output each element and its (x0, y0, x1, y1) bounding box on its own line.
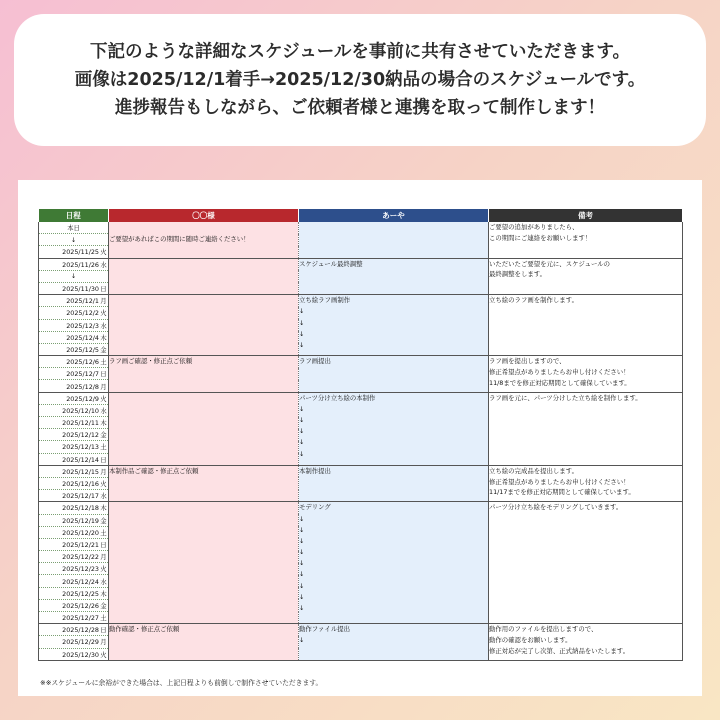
date-cell (39, 307, 109, 319)
client-cell (109, 295, 299, 356)
date-text: 2025/12/26 (62, 601, 99, 610)
client-task: ご要望があればこの期間に随時ご連絡ください！ (109, 235, 250, 244)
intro-line-1: 下記のような詳細なスケジュールを事前に共有させていただきます。 (89, 42, 631, 62)
date-text: 2025/12/2 (66, 309, 99, 318)
table-row (39, 258, 683, 270)
date-cell (39, 404, 109, 416)
date-cell (39, 624, 109, 636)
weekday-text: 土 (100, 528, 107, 537)
continue-arrow: ↓ (299, 536, 305, 545)
continue-arrow: ↓ (299, 416, 305, 424)
date-cell (39, 490, 109, 502)
footnote: ※※スケジュールに余裕ができた場合は、上記日程よりも前倒しで制作させていただきます。 (40, 679, 323, 687)
date-cell (39, 563, 109, 575)
continue-arrow: ↓ (299, 318, 305, 327)
date-text: 2025/12/25 (62, 589, 99, 598)
weekday-text: 火 (100, 248, 107, 257)
weekday-text: 月 (100, 297, 107, 306)
date-text: 2025/12/21 (62, 540, 99, 549)
date-text: 2025/12/22 (62, 553, 99, 562)
date-cell (39, 502, 109, 514)
client-cell (109, 258, 299, 295)
weekday-text: 日 (100, 540, 107, 549)
date-text: 2025/12/13 (62, 443, 99, 452)
note-line: 動作の確認をお願いします。 (489, 635, 572, 644)
weekday-text: 金 (100, 516, 107, 525)
weekday-text: 土 (100, 443, 107, 452)
client-task: ラフ画ご確認・修正点ご依頼 (109, 357, 193, 366)
date-cell (39, 465, 109, 477)
weekday-text: 水 (100, 321, 107, 330)
notes-cell (489, 624, 683, 661)
continue-arrow: ↓ (299, 570, 305, 579)
weekday-text: 水 (100, 406, 107, 415)
weekday-text: 月 (100, 467, 107, 476)
weekday-text: 木 (100, 504, 107, 513)
note-line: 修正対応が完了し次第、正式納品をいたします。 (489, 646, 630, 655)
notes-cell (489, 222, 683, 258)
continue-arrow: ↓ (299, 636, 305, 645)
note-line: 修正希望点がありましたらお申し付けください！ (489, 367, 630, 376)
weekday-text: 木 (100, 589, 107, 598)
notes-cell (489, 502, 683, 624)
weekday-text: 月 (100, 382, 107, 391)
date-text: 2025/12/8 (66, 382, 99, 391)
date-cell (39, 612, 109, 624)
date-text: 2025/12/5 (66, 345, 99, 354)
date-cell (39, 575, 109, 587)
date-cell (39, 258, 109, 270)
column-header-client: 〇〇様 (109, 209, 299, 222)
table-row (39, 295, 683, 307)
date-text: 2025/12/11 (62, 419, 99, 428)
artist-task: モデリング (299, 503, 331, 512)
date-cell (39, 514, 109, 526)
date-cell (39, 343, 109, 355)
date-text: 2025/12/15 (62, 467, 99, 476)
date-cell (39, 648, 109, 660)
weekday-text: 土 (100, 358, 107, 367)
date-text: 2025/12/16 (62, 480, 99, 489)
weekday-text: 日 (100, 370, 107, 379)
date-text: 2025/12/12 (62, 431, 99, 440)
continue-arrow: ↓ (299, 438, 305, 447)
weekday-text: 日 (100, 626, 107, 635)
column-header-date: 日程 (39, 209, 109, 222)
continue-arrow: ↓ (299, 307, 305, 316)
intro-line-2: 画像は2025/12/1着手→2025/12/30納品の場合のスケジュールです。 (74, 70, 646, 90)
continue-arrow: ↓ (299, 340, 305, 349)
date-text: 2025/12/17 (62, 492, 99, 501)
continue-arrow: ↓ (299, 404, 305, 413)
date-text: 2025/12/18 (62, 504, 99, 513)
date-cell (39, 429, 109, 441)
date-text: 2025/12/28 (62, 626, 99, 635)
weekday-text: 火 (100, 565, 107, 574)
weekday-text: 木 (100, 333, 107, 342)
weekday-text: 火 (100, 480, 107, 489)
date-cell (39, 356, 109, 368)
date-text: 2025/12/1 (66, 297, 99, 306)
artist-cell (299, 502, 489, 624)
artist-cell (299, 465, 489, 502)
date-cell (39, 526, 109, 538)
artist-task: 本制作提出 (299, 466, 331, 475)
date-cell (39, 441, 109, 453)
date-cell (39, 331, 109, 343)
notes-cell (489, 392, 683, 465)
weekday-text: 水 (100, 260, 107, 269)
date-text: 2025/12/30 (62, 650, 99, 659)
date-cell (39, 282, 109, 294)
weekday-text: 火 (100, 309, 107, 318)
client-task: 動作確認・修正点ご依頼 (109, 625, 180, 634)
date-cell (39, 295, 109, 307)
artist-task: ラフ画提出 (299, 357, 331, 366)
date-cell (39, 380, 109, 392)
date-text: 2025/11/26 (62, 260, 99, 269)
date-text: 2025/11/30 (62, 285, 99, 294)
client-cell (109, 392, 299, 465)
date-text: ↓ (70, 235, 77, 244)
client-cell (109, 222, 299, 258)
date-text: 2025/12/27 (62, 614, 99, 623)
note-line: 11/8までを修正対応期間として確保しています。 (489, 378, 631, 387)
date-cell (39, 477, 109, 489)
artist-cell (299, 295, 489, 356)
date-cell (39, 234, 109, 246)
continue-arrow: ↓ (299, 604, 305, 612)
weekday-text: 木 (100, 419, 107, 428)
client-cell (109, 624, 299, 661)
column-header-artist: あーや (299, 209, 489, 222)
note-line: いただいたご要望を元に、スケジュールの (489, 259, 611, 268)
date-text: 2025/11/25 (62, 248, 99, 257)
continue-arrow: ↓ (299, 525, 305, 534)
weekday-text: 水 (100, 577, 107, 586)
artist-cell (299, 624, 489, 661)
note-line: パーツ分け立ち絵をモデリングしていきます。 (489, 503, 623, 512)
continue-arrow: ↓ (299, 449, 305, 458)
intro-card (14, 14, 706, 146)
date-text: 2025/12/19 (62, 516, 99, 525)
artist-cell (299, 356, 489, 393)
date-cell (39, 453, 109, 465)
table-header-row (39, 209, 683, 222)
note-line: この期間にご連絡をお願いします！ (489, 233, 592, 242)
table-row (39, 392, 683, 404)
date-text: 2025/12/10 (62, 406, 99, 415)
client-cell (109, 502, 299, 624)
weekday-text: 月 (100, 638, 107, 647)
note-line: 立ち絵のラフ画を制作します。 (489, 296, 578, 305)
table-row (39, 502, 683, 514)
notes-cell (489, 465, 683, 502)
date-cell (39, 270, 109, 282)
date-cell (39, 392, 109, 404)
date-text: 2025/12/29 (62, 638, 99, 647)
continue-arrow: ↓ (299, 592, 305, 601)
client-task: 本制作品ご確認・修正点ご依頼 (109, 466, 199, 475)
date-text: 2025/12/20 (62, 528, 99, 537)
weekday-text: 火 (100, 394, 107, 403)
client-cell (109, 356, 299, 393)
note-line: 修正希望点がありましたらお申し付けください！ (489, 477, 630, 486)
weekday-text: 水 (100, 492, 107, 501)
artist-task: スケジュール最終調整 (299, 259, 363, 268)
weekday-text: 月 (100, 553, 107, 562)
artist-task: 立ち絵ラフ画制作 (299, 296, 351, 305)
note-line: 11/17までを修正対応期間として確保しています。 (489, 488, 635, 497)
table-row (39, 624, 683, 636)
continue-arrow: ↓ (299, 427, 305, 436)
note-line: ラフ画を提出しますので、 (489, 357, 566, 366)
weekday-text: 日 (100, 285, 107, 294)
schedule-table (38, 209, 683, 661)
date-text: 2025/12/23 (62, 565, 99, 574)
date-cell (39, 222, 109, 234)
continue-arrow: ↓ (299, 514, 305, 523)
note-line: 最終調整をします。 (489, 270, 547, 279)
date-text: 2025/12/14 (62, 455, 99, 464)
artist-cell (299, 222, 489, 258)
table-row (39, 222, 683, 234)
continue-arrow: ↓ (299, 548, 305, 557)
date-text: 2025/12/4 (66, 333, 99, 342)
client-cell (109, 465, 299, 502)
date-cell (39, 587, 109, 599)
weekday-text: 火 (100, 650, 107, 659)
schedule-body (39, 222, 683, 660)
date-text: 2025/12/7 (66, 370, 99, 379)
notes-cell (489, 295, 683, 356)
date-text: 2025/12/3 (66, 321, 99, 330)
column-header-notes: 備考 (489, 209, 683, 222)
artist-task: パーツ分け立ち絵の本制作 (299, 393, 376, 402)
weekday-text: 土 (100, 614, 107, 623)
date-text: 本日 (67, 224, 80, 233)
artist-cell (299, 392, 489, 465)
continue-arrow: ↓ (299, 581, 305, 590)
continue-arrow: ↓ (299, 329, 305, 338)
date-cell (39, 417, 109, 429)
date-text: 2025/12/24 (62, 577, 99, 586)
weekday-text: 金 (100, 601, 107, 610)
continue-arrow: ↓ (299, 559, 305, 568)
notes-cell (489, 258, 683, 295)
schedule-sheet (18, 180, 702, 696)
artist-cell (299, 258, 489, 295)
date-cell (39, 538, 109, 550)
intro-line-3: 進捗報告もしながら、ご依頼者様と連携を取って制作します！ (115, 98, 605, 118)
note-line: 動作用のファイルを提出しますので、 (489, 625, 598, 634)
table-row (39, 356, 683, 368)
date-cell (39, 368, 109, 380)
note-line: ラフ画を元に、パーツ分けした立ち絵を制作します。 (489, 393, 642, 402)
date-text: ↓ (70, 272, 77, 281)
date-text: 2025/12/6 (66, 358, 99, 367)
artist-task: 動作ファイル提出 (299, 625, 350, 634)
weekday-text: 金 (100, 345, 107, 354)
date-cell (39, 636, 109, 648)
weekday-text: 金 (100, 431, 107, 440)
notes-cell (489, 356, 683, 393)
note-line: 立ち絵の完成品を提出します。 (489, 466, 578, 475)
table-row (39, 465, 683, 477)
date-cell (39, 551, 109, 563)
note-line: ご要望の追加がありましたら、 (489, 223, 579, 231)
weekday-text: 日 (100, 455, 107, 464)
date-cell (39, 319, 109, 331)
date-cell (39, 599, 109, 611)
date-text: 2025/12/9 (66, 394, 99, 403)
date-cell (39, 246, 109, 258)
